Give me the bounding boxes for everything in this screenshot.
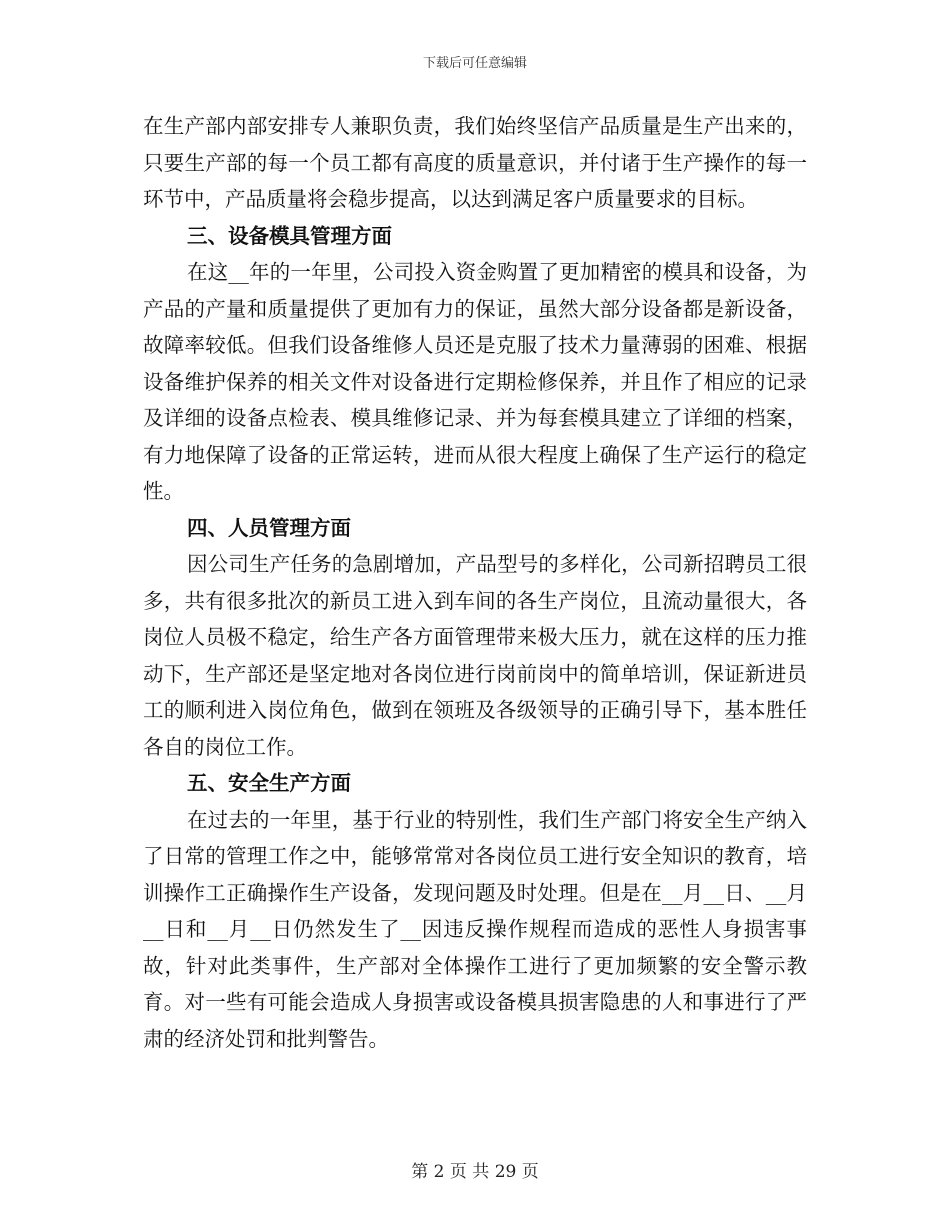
section-heading-equipment: 三、设备模具管理方面 [187,223,392,248]
section-heading-safety: 五、安全生产方面 [187,771,351,795]
page-header: 下载后可任意编辑 [422,56,527,71]
paragraph-personnel: 因公司生产任务的急剧增加，产品型号的多样化，公司新招聘员工很多，共有很多批次的新员工进入到车间的各生产岗位，且流动量很大，各岗位人员极不稳定，给生产各方面管理带来极大压力，就在这样的压力推动下，生产部还是坚定地对各岗位进行岗前岗中的简单培训，保证新进员工的顺利进入岗位角色，做到在领班及各级领导的正确引导下，基本胜任各自的岗位工作。 [143,552,807,759]
paragraph-safety: 在过去的一年里，基于行业的特别性，我们生产部门将安全生产纳入了日常的管理工作之中，能够常常对各岗位员工进行安全知识的教育，培训操作工正确操作生产设备，发现问题及时处理。但是在__月__日、__月__日和__月__日仍然发生了__因违反操作规程而造成的恶性人身损害事故，针对此类事件，生产部对全体操作工进行了更加频繁的安全警示教育。对一些有可能会造成人身损害或设备模具损害隐患的人和事进行了严肃的经济处罚和批判警告。 [143,807,807,1051]
paragraph-equipment: 在这__年的一年里，公司投入资金购置了更加精密的模具和设备，为产品的产量和质量提供了更加有力的保证，虽然大部分设备都是新设备，故障率较低。但我们设备维修人员还是克服了技术力量薄弱的困难、根据设备维护保养的相关文件对设备进行定期检修保养，并且作了相应的记录及详细的设备点检表、模具维修记录、并为每套模具建立了详细的档案，有力地保障了设备的正常运转，进而从很大程度上确保了生产运行的稳定性。 [143,260,807,503]
paragraph-quality-continued: 在生产部内部安排专人兼职负责，我们始终坚信产品质量是生产出来的，只要生产部的每一个员工都有高度的质量意识，并付诸于生产操作的每一环节中，产品质量将会稳步提高，以达到满足客户质量要求的目标。 [143,114,807,211]
page-number-footer: 第 2 页 共 29 页 [411,1162,539,1182]
document-body [143,108,807,1057]
section-heading-personnel: 四、人员管理方面 [187,515,351,540]
